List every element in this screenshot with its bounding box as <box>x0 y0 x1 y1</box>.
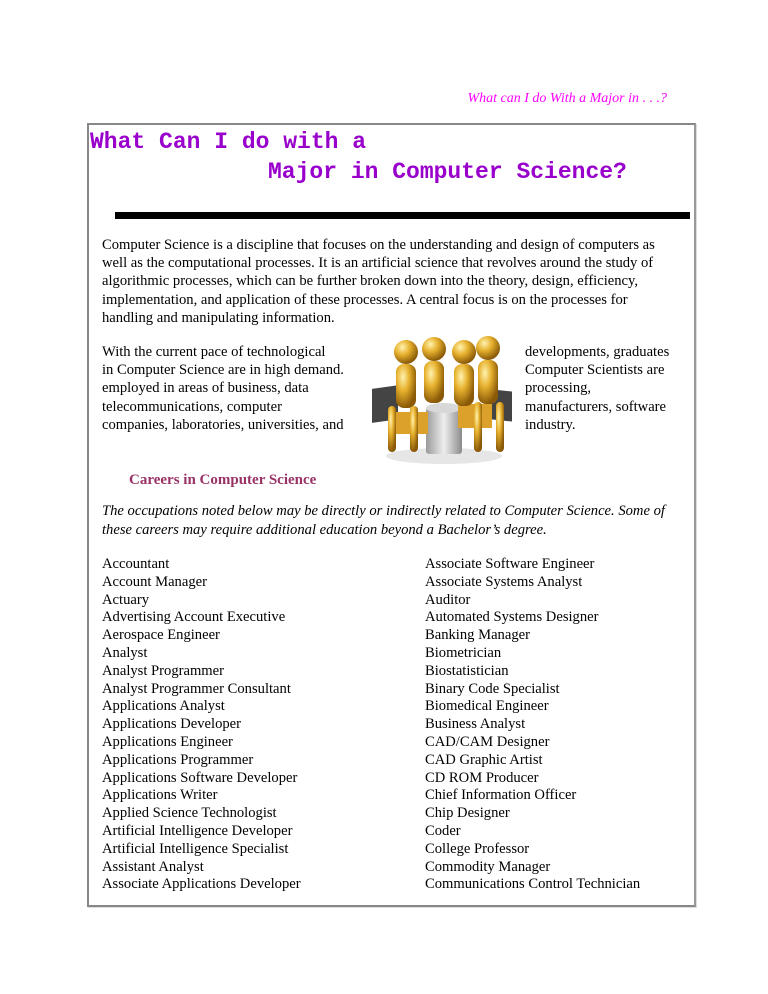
careers-heading: Careers in Computer Science <box>129 472 317 488</box>
career-item: CAD/CAM Designer <box>425 733 550 750</box>
career-item: Analyst Programmer <box>102 662 224 679</box>
career-item: Actuary <box>102 591 150 608</box>
title-line-1: What Can I do with a <box>90 129 367 155</box>
career-item: Associate Software Engineer <box>425 556 595 572</box>
paragraph-line: in Computer Science are in high demand. <box>102 362 344 379</box>
career-item: Chip Designer <box>425 805 510 822</box>
career-item: Accountant <box>102 556 170 572</box>
career-item: Analyst <box>102 644 148 661</box>
page-title <box>90 127 627 187</box>
career-item: Binary Code Specialist <box>425 680 560 697</box>
career-item: Analyst Programmer Consultant <box>102 680 291 697</box>
career-item: CAD Graphic Artist <box>425 751 543 768</box>
occupations-note <box>102 502 687 539</box>
intro-paragraph <box>102 236 682 327</box>
career-item: Associate Systems Analyst <box>425 573 583 590</box>
title-line-2: Major in Computer Science? <box>268 159 627 185</box>
career-item: Chief Information Officer <box>425 787 577 804</box>
paragraph-line: processing, <box>525 380 592 397</box>
career-item: Commodity Manager <box>425 858 551 875</box>
career-item: Biomedical Engineer <box>425 698 549 715</box>
gold-figures-at-computers-illustration <box>364 336 524 466</box>
occupations-note-line: these careers may require additional education beyond a Bachelor’s degree. <box>102 521 547 538</box>
career-item: Applications Engineer <box>102 733 233 750</box>
paragraph-left-column <box>102 343 362 434</box>
career-item: Business Analyst <box>425 716 526 733</box>
career-item: Assistant Analyst <box>102 858 204 875</box>
career-item: Banking Manager <box>425 627 530 644</box>
paragraph-line: With the current pace of technological <box>102 344 326 360</box>
career-item: Biostatistician <box>425 662 509 679</box>
occupations-note-line: The occupations noted below may be directly or indirectly related to Computer Science. Some of <box>102 503 665 519</box>
intro-line: implementation, and application of these processes. A central focus is on the processes for <box>102 291 628 308</box>
career-item: Applications Analyst <box>102 698 225 715</box>
paragraph-line: manufacturers, software <box>525 398 667 415</box>
paragraph-line: developments, graduates <box>525 344 670 360</box>
career-item: Applied Science Technologist <box>102 805 277 822</box>
intro-line: algorithmic processes, which can be further broken down into the theory, design, efficiency, <box>102 273 639 290</box>
career-item: Advertising Account Executive <box>102 609 286 626</box>
career-item: Artificial Intelligence Developer <box>102 822 293 839</box>
career-item: Communications Control Technician <box>425 876 641 893</box>
header-note: What can I do With a Major in . . .? <box>467 91 667 106</box>
careers-list-right <box>425 556 640 894</box>
paragraph-line: telecommunications, computer <box>102 398 282 415</box>
paragraph-line: employed in areas of business, data <box>102 380 309 397</box>
career-item: Applications Developer <box>102 716 242 733</box>
career-item: College Professor <box>425 840 530 857</box>
career-item: Aerospace Engineer <box>102 627 220 644</box>
intro-line: well as the computational processes. It is an artificial science that revolves around the study of <box>102 255 654 272</box>
career-item: Artificial Intelligence Specialist <box>102 840 289 857</box>
career-item: Associate Applications Developer <box>102 876 301 893</box>
career-item: Biometrician <box>425 644 502 661</box>
paragraph-right-column <box>525 343 685 434</box>
career-item: Applications Software Developer <box>102 769 298 786</box>
title-divider <box>115 212 690 219</box>
career-item: Auditor <box>425 591 471 608</box>
careers-list-left <box>102 556 301 894</box>
career-item: Coder <box>425 822 461 839</box>
career-item: CD ROM Producer <box>425 769 539 786</box>
intro-line: handling and manipulating information. <box>102 309 335 326</box>
career-item: Automated Systems Designer <box>425 609 599 626</box>
intro-line: Computer Science is a discipline that focuses on the understanding and design of computers as <box>102 237 655 253</box>
paragraph-line: Computer Scientists are <box>525 362 665 379</box>
career-item: Account Manager <box>102 573 207 590</box>
career-item: Applications Programmer <box>102 751 254 768</box>
career-item: Applications Writer <box>102 787 218 804</box>
paragraph-line: companies, laboratories, universities, and <box>102 416 344 433</box>
paragraph-line: industry. <box>525 416 576 433</box>
